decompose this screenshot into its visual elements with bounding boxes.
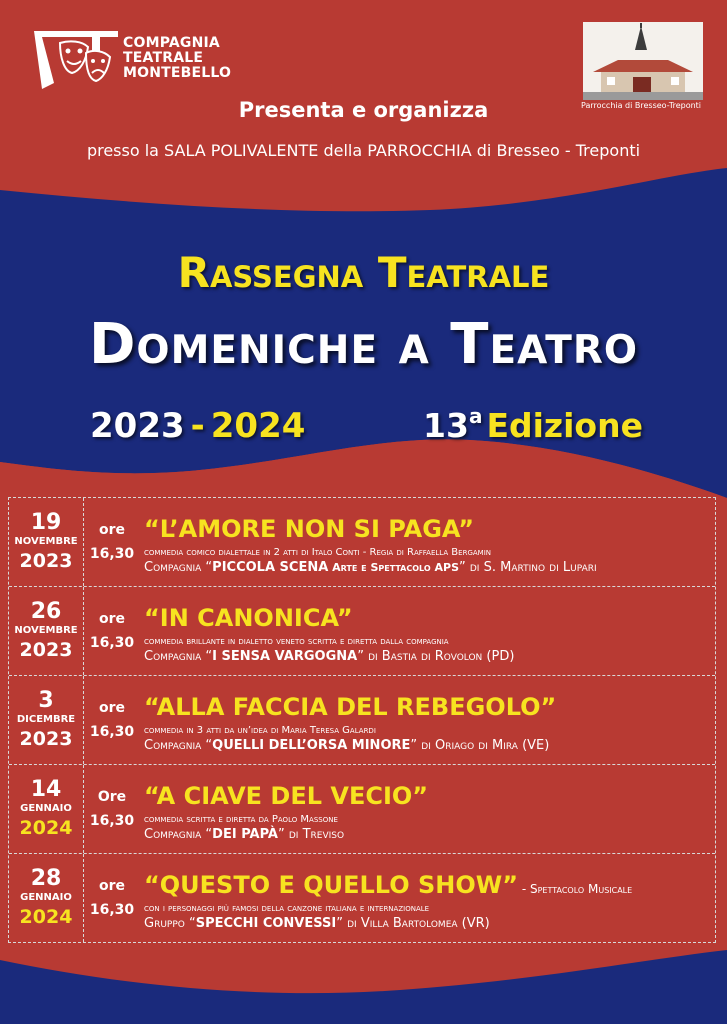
- company-suffix: ” di Bastia di Rovolon (PD): [357, 649, 515, 664]
- event-title-text: “A CIAVE DEL VECIO”: [144, 782, 429, 810]
- event-year: 2023: [19, 550, 73, 572]
- event-time: [84, 854, 140, 942]
- event-row: [9, 676, 715, 765]
- year-end: 2024: [210, 406, 306, 446]
- event-title: [144, 516, 715, 546]
- event-time: [84, 676, 140, 764]
- event-info: [140, 765, 715, 853]
- season-years: [90, 406, 305, 446]
- event-date: [9, 587, 84, 675]
- event-ore: ore: [98, 522, 126, 538]
- rassegna-title: Rassegna Teatrale: [177, 248, 550, 297]
- edition-word: Edizione: [486, 406, 643, 445]
- event-company: [144, 648, 715, 665]
- logo-line: MONTEBELLO: [123, 65, 232, 81]
- event-company: [144, 915, 715, 932]
- church-icon: [583, 22, 703, 100]
- main-title: Domeniche a Teatro: [88, 312, 639, 377]
- company-name: DEI PAPÀ: [212, 827, 278, 842]
- event-row: [9, 854, 715, 942]
- event-company: [144, 559, 715, 576]
- theatre-masks-logo: [30, 27, 120, 92]
- event-hour: 16,30: [89, 813, 135, 829]
- company-prefix: Compagnia “: [144, 560, 213, 575]
- event-month: DICEMBRE: [16, 714, 76, 725]
- event-year: 2023: [19, 728, 73, 750]
- venue-line: presso la SALA POLIVALENTE della PARROCCHIA di Bresseo - Treponti: [86, 141, 641, 160]
- company-suffix: ” di Treviso: [278, 827, 345, 842]
- event-ore: Ore: [97, 789, 127, 805]
- event-description: commedia comico dialettale in 2 atti di Italo Conti - Regia di Raffaella Bergamin: [144, 547, 492, 558]
- year-start: 2023: [90, 406, 185, 446]
- event-company: [144, 737, 715, 754]
- event-title: [144, 694, 715, 724]
- company-prefix: Compagnia “: [144, 649, 213, 664]
- event-title-text: “ALLA FACCIA DEL REBEGOLO”: [144, 693, 557, 721]
- event-time: [84, 498, 140, 586]
- company-name: SPECCHI CONVESSI: [195, 916, 337, 931]
- event-ore: ore: [98, 878, 126, 894]
- event-title: [144, 872, 715, 902]
- event-year: 2024: [19, 817, 73, 839]
- edition-label: [423, 406, 643, 445]
- event-description: commedia scritta e diretta da Paolo Massone: [144, 814, 338, 825]
- event-info: [140, 854, 715, 942]
- event-info: [140, 498, 715, 586]
- event-month: GENNAIO: [20, 892, 72, 903]
- event-description: commedia brillante in dialetto veneto scritta e diretta dalla compagnia: [144, 636, 449, 647]
- program-table: [8, 497, 716, 943]
- company-suffix: ” di S. Martino di Lupari: [459, 560, 597, 575]
- company-name: I SENSA VARGOGNA: [212, 649, 358, 664]
- company-suffix: ” di Villa Bartolomea (VR): [336, 916, 490, 931]
- parish-label: Parrocchia di Bresseo-Treponti: [581, 101, 702, 110]
- presenta-heading: Presenta e organizza: [238, 98, 489, 122]
- event-description: con i personaggi più famosi della canzone italiana e internazionale: [144, 903, 430, 914]
- event-row: [9, 587, 715, 676]
- event-year: 2024: [19, 906, 73, 928]
- event-company: [144, 826, 715, 843]
- edition-superscript: a: [468, 404, 483, 428]
- event-hour: 16,30: [89, 902, 135, 918]
- company-name: PICCOLA SCENA: [212, 560, 329, 575]
- company-prefix: Compagnia “: [144, 827, 213, 842]
- company-subname: Arte e Spettacolo APS: [328, 561, 459, 574]
- event-title-text: “L’AMORE NON SI PAGA”: [144, 515, 475, 543]
- event-day: 26: [30, 599, 62, 624]
- event-month: NOVEMBRE: [14, 536, 78, 547]
- event-title: [144, 605, 715, 635]
- event-info: [140, 676, 715, 764]
- company-suffix: ” di Oriago di Mira (VE): [410, 738, 550, 753]
- company-name: QUELLI DELL’ORSA MINORE: [212, 738, 411, 753]
- logo-line: TEATRALE: [123, 50, 204, 66]
- event-hour: 16,30: [89, 724, 135, 740]
- event-hour: 16,30: [89, 546, 135, 562]
- event-info: [140, 587, 715, 675]
- logo-line: COMPAGNIA: [123, 35, 220, 51]
- event-day: 14: [30, 777, 62, 802]
- event-date: [9, 854, 84, 942]
- event-time: [84, 765, 140, 853]
- company-prefix: Gruppo “: [144, 916, 196, 931]
- event-description: commedia in 3 atti da un’idea di Maria Teresa Galardi: [144, 725, 376, 736]
- event-title-extra: - Spettacolo Musicale: [518, 882, 633, 896]
- company-logo-text: [123, 36, 231, 81]
- event-row: [9, 498, 715, 587]
- event-year: 2023: [19, 639, 73, 661]
- company-prefix: Compagnia “: [144, 738, 213, 753]
- event-hour: 16,30: [89, 635, 135, 651]
- event-date: [9, 498, 84, 586]
- event-day: 19: [30, 510, 62, 535]
- year-dash: -: [190, 406, 205, 446]
- event-ore: ore: [98, 611, 126, 627]
- event-ore: ore: [98, 700, 126, 716]
- event-day: 28: [30, 866, 62, 891]
- event-title-text: “QUESTO E QUELLO SHOW”: [144, 871, 519, 899]
- event-time: [84, 587, 140, 675]
- event-title: [144, 783, 715, 813]
- event-row: [9, 765, 715, 854]
- event-title-text: “IN CANONICA”: [144, 604, 353, 632]
- edition-number: 13: [423, 406, 469, 445]
- event-date: [9, 676, 84, 764]
- event-day: 3: [38, 688, 54, 713]
- event-month: NOVEMBRE: [14, 625, 78, 636]
- event-month: GENNAIO: [20, 803, 72, 814]
- event-date: [9, 765, 84, 853]
